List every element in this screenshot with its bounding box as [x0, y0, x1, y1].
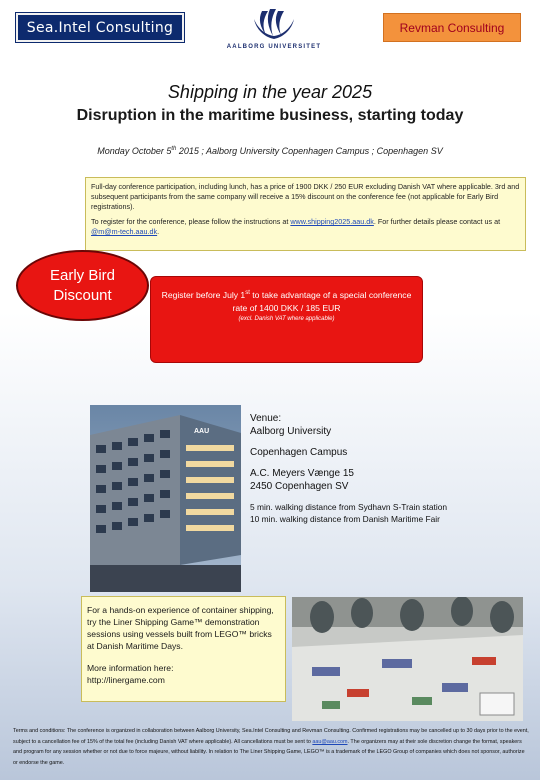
- building-sign: AAU: [194, 428, 210, 435]
- liner-game-link[interactable]: http://linergame.com: [87, 675, 165, 685]
- liner-game-box: [81, 596, 286, 702]
- venue-train-distance: 5 min. walking distance from Sydhavn S-Train station: [250, 502, 448, 512]
- early-bird-register-box: [150, 276, 423, 363]
- registration-text: [91, 217, 520, 237]
- date-text: Monday October 5: [97, 146, 172, 156]
- venue-street: A.C. Meyers Vænge 15: [250, 468, 354, 479]
- terms-text-2: . The organizers may at their sole discretion change the format, speakers and program for any session whether or not due to force majeure, without liability. In relation to The Liner Shipping Game, LEGO™ is a trademark of the LEGO Group of companies which does not sponsor, authorize or endorse the game.: [13, 738, 525, 766]
- event-title: Shipping in the year 2025: [167, 82, 373, 102]
- venue-city: 2450 Copenhagen SV: [250, 481, 349, 492]
- registration-pre: To register for the conference, please follow the instructions at: [91, 217, 291, 226]
- venue-campus: Copenhagen Campus: [250, 447, 348, 458]
- venue-fair-distance: 10 min. walking distance from Danish Maritime Fair: [250, 514, 440, 524]
- vat-note: (excl. Danish VAT where applicable): [238, 315, 335, 322]
- date-location: 2015 ; Aalborg University Copenhagen Campus ; Copenhagen SV: [176, 146, 443, 156]
- register-suffix: st: [245, 290, 250, 296]
- event-subtitle: Disruption in the maritime business, starting today: [76, 107, 464, 124]
- registration-link[interactable]: www.shipping2025.aau.dk: [290, 217, 374, 226]
- registration-mid: . For further details please contact us at: [373, 217, 501, 226]
- venue-university: Aalborg University: [250, 426, 332, 437]
- pricing-info-box: [85, 177, 526, 251]
- contact-email-link[interactable]: @m@m-tech.aau.dk: [91, 227, 158, 236]
- sea-intel-badge: Sea.Intel Consulting: [16, 13, 184, 42]
- early-bird-line2: Discount: [53, 286, 112, 304]
- revman-badge: Revman Consulting: [383, 13, 521, 42]
- date-suffix: th: [171, 146, 177, 152]
- liner-game-photo: [292, 597, 523, 721]
- terms-text: Terms and conditions: The conference is organized in collaboration between Aalborg University, Sea.Intel Consulting and Revman Consulting. Confirmed registrations may be cancelled up to 30 days prior to the event, subject to a cancellation fee of 15% of the total fee (including Danish VAT where applicable). All cancellations must be sent to: [13, 728, 529, 745]
- event-dateline: [0, 146, 540, 156]
- cancellation-email-link[interactable]: aau@aau.com: [312, 738, 348, 745]
- venue-details: [250, 412, 480, 525]
- university-name: AALBORG UNIVERSITET: [226, 44, 322, 50]
- registration-post: .: [157, 227, 160, 236]
- venue-label: Venue:: [250, 413, 282, 424]
- terms-and-conditions: [13, 726, 530, 768]
- register-rate: to take advantage of a special conference rate of 1400 DKK / 185 EUR: [232, 289, 412, 313]
- early-bird-badge: [16, 250, 149, 321]
- register-text: Register before July 1: [161, 289, 246, 300]
- building-photo: [90, 405, 241, 592]
- pricing-text: Full-day conference participation, including lunch, has a price of 1900 DKK / 250 EUR excluding Danish VAT where applicable. 3rd and subsequent participants from the same company will receive a 15% discount on the conference fee (not applicable for Early Bird registrations).: [91, 182, 520, 211]
- early-bird-line1: Early Bird: [49, 266, 116, 284]
- liner-game-text: For a hands-on experience of container shipping, try the Liner Shipping Game™ demonstration sessions using vessels built from LEGO™ bricks at Danish Maritime Days.: [87, 605, 274, 651]
- liner-game-more-info: More information here:: [87, 663, 174, 673]
